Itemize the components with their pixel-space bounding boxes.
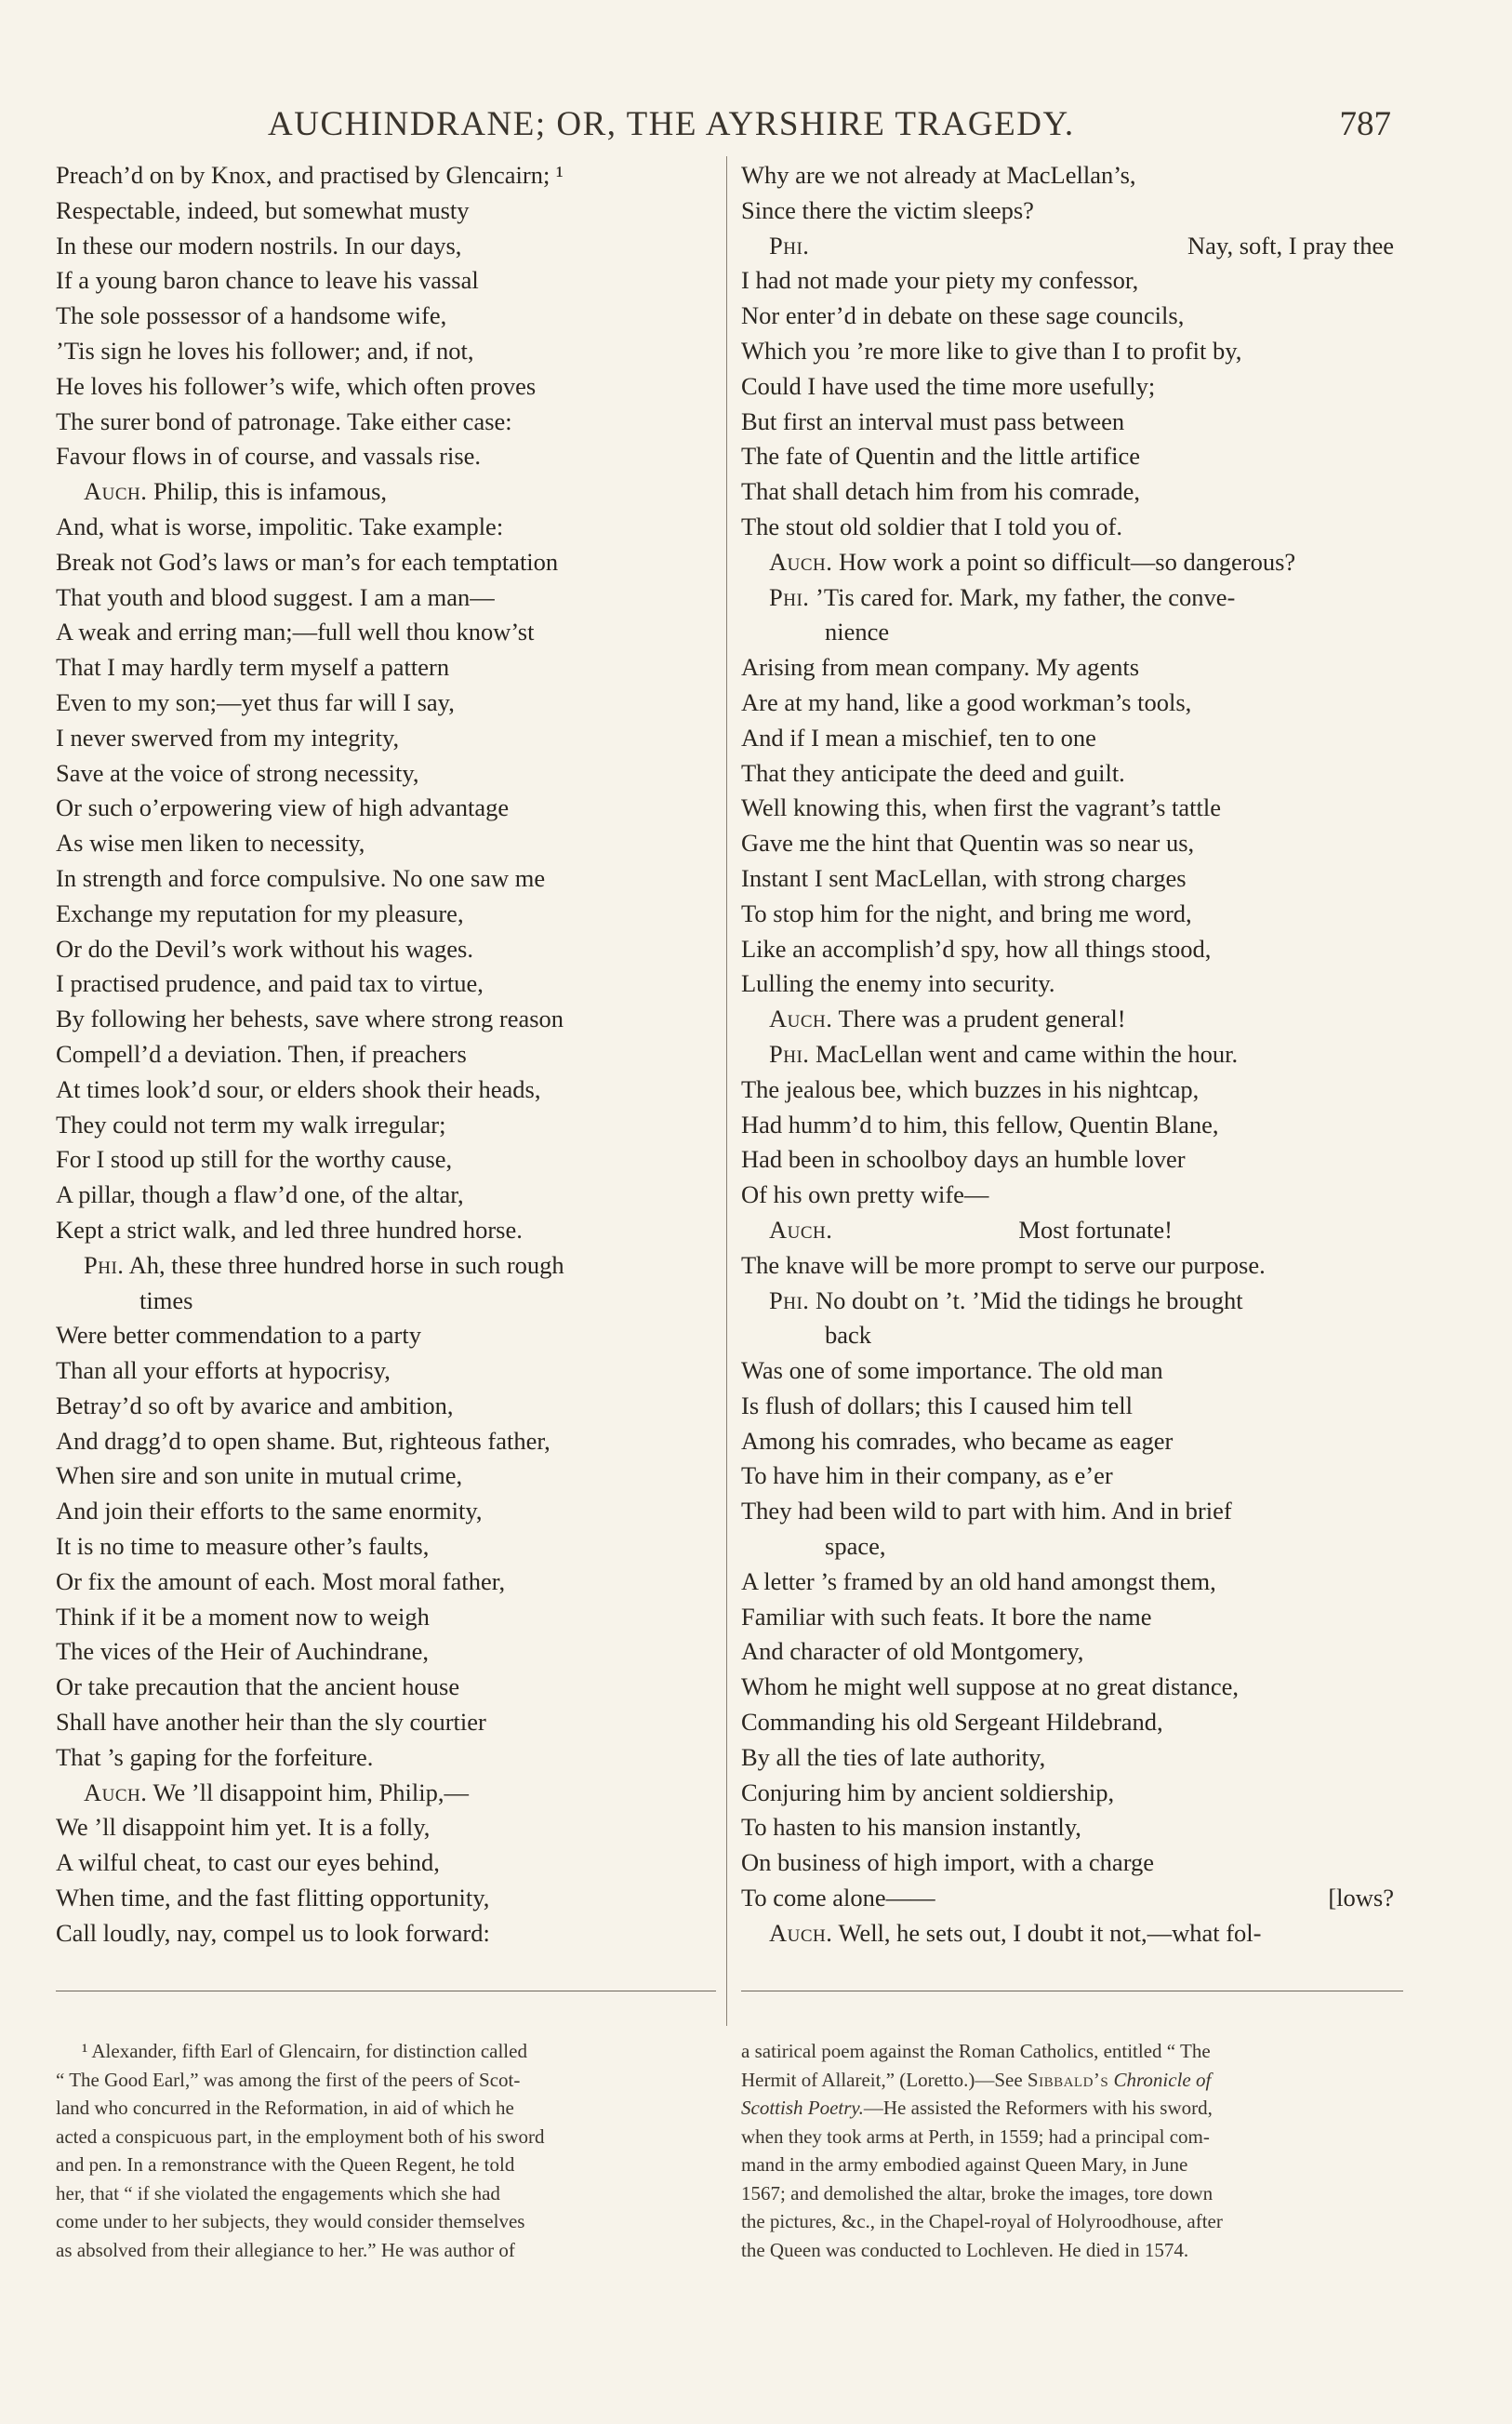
verse-line: A letter ’s framed by an old hand amongst them,	[741, 1566, 1216, 1595]
verse-line: As wise men liken to necessity,	[56, 829, 365, 858]
verse-line: And, what is worse, impolitic. Take example:	[56, 512, 504, 540]
footnote-line: when they took arms at Perth, in 1559; had a principal com-	[741, 2124, 1210, 2148]
verse-line: Or do the Devil’s work without his wages.	[56, 934, 473, 963]
verse-line: The vices of the Heir of Auchindrane,	[56, 1637, 430, 1666]
footnote-right	[741, 2037, 1403, 2264]
verse-line: It is no time to measure other’s faults,	[56, 1532, 430, 1561]
verse-line: Lulling the enemy into security.	[741, 969, 1055, 998]
verse-line: Well knowing this, when first the vagrant’s tattle	[741, 793, 1221, 822]
verse-line: I practised prudence, and paid tax to virtue,	[56, 969, 484, 998]
verse-line: Of his own pretty wife—	[741, 1180, 989, 1209]
speech-line	[741, 545, 1403, 580]
verse-line: Which you ’re more like to give than I to profit by,	[741, 336, 1242, 365]
footnote-text: Hermit of Allareit,” (Loretto.)—See	[741, 2068, 1023, 2091]
verse-line: Why are we not already at MacLellan’s,	[741, 161, 1136, 189]
verse-line: Or take precaution that the ancient house	[56, 1672, 460, 1701]
verse-line: In strength and force compulsive. No one saw me	[56, 863, 546, 892]
verse-line: I had not made your piety my confessor,	[741, 266, 1139, 295]
speech-line	[741, 580, 1403, 616]
speech-text: ’Tis cared for. Mark, my father, the conve-	[816, 582, 1236, 611]
speaker-name: Auch.	[769, 1215, 833, 1244]
verse-line: That they anticipate the deed and guilt.	[741, 758, 1125, 787]
verse-line: Think if it be a moment now to weigh	[56, 1602, 430, 1631]
footnote-line: come under to her subjects, they would consider themselves	[56, 2210, 525, 2232]
speech-text: How work a point so difficult—so dangerous?	[839, 547, 1296, 576]
verse-line: That shall detach him from his comrade,	[741, 477, 1141, 506]
verse-line: When sire and son unite in mutual crime,	[56, 1461, 463, 1490]
verse-line: And character of old Montgomery,	[741, 1637, 1084, 1666]
verse-overflow: [lows?	[1328, 1884, 1394, 1912]
verse-line: Whom he might well suppose at no great distance,	[741, 1672, 1240, 1701]
verse-line: We ’ll disappoint him yet. It is a folly,	[56, 1813, 431, 1842]
footnote-line: land who concurred in the Reformation, in aid of which he	[56, 2097, 514, 2119]
speech-text: Most fortunate!	[1018, 1215, 1173, 1244]
speech-text: Well, he sets out, I doubt it not,—what fol-	[838, 1918, 1262, 1947]
verse-line: The knave will be more prompt to serve our purpose.	[741, 1250, 1266, 1279]
verse-line: Was one of some importance. The old man	[741, 1356, 1163, 1385]
speech-text: No doubt on ’t. ’Mid the tidings he brought	[816, 1285, 1243, 1314]
footnote-line: a satirical poem against the Roman Catholics, entitled “ The	[741, 2040, 1211, 2062]
verse-line: They had been wild to part with him. And in brief	[741, 1497, 1232, 1525]
verse-line: He loves his follower’s wife, which often proves	[56, 371, 537, 400]
verse-line: When time, and the fast flitting opportunity,	[56, 1884, 490, 1912]
verse-line: That youth and blood suggest. I am a man—	[56, 582, 495, 611]
verse-line: At times look’d sour, or elders shook their heads,	[56, 1074, 541, 1103]
verse-line: Could I have used the time more usefully;	[741, 371, 1156, 400]
verse-line: Nor enter’d in debate on these sage councils,	[741, 301, 1185, 330]
speech-line	[741, 1284, 1403, 1319]
speaker-name: Phi.	[769, 231, 810, 260]
verse-line: Commanding his old Sergeant Hildebrand,	[741, 1708, 1163, 1737]
verse-line: Than all your efforts at hypocrisy,	[56, 1356, 391, 1385]
footnote-line: mand in the army embodied against Queen Mary, in June	[741, 2153, 1188, 2176]
verse-line: Or fix the amount of each. Most moral father,	[56, 1566, 506, 1595]
speech-line	[741, 1213, 1403, 1248]
footnote-left	[56, 2037, 716, 2264]
verse-line: Like an accomplish’d spy, how all things stood,	[741, 934, 1212, 963]
verse-line: Compell’d a deviation. Then, if preachers	[56, 1039, 467, 1068]
verse-line: By following her behests, save where strong reason	[56, 1005, 564, 1033]
speech-line	[56, 474, 720, 510]
verse-line: A weak and erring man;—full well thou know’st	[56, 618, 535, 646]
footnote-line	[741, 2094, 1403, 2123]
verse-line: Preach’d on by Knox, and practised by Glencairn; ¹	[56, 161, 564, 189]
speech-text: There was a prudent general!	[838, 1005, 1126, 1033]
verse-line: The fate of Quentin and the little artifice	[741, 442, 1140, 471]
running-title: AUCHINDRANE; OR, THE AYRSHIRE TRAGEDY.	[268, 105, 1075, 143]
verse-line: Or such o’erpowering view of high advantage	[56, 793, 510, 822]
footnote-line: and pen. In a remonstrance with the Queen Regent, he told	[56, 2153, 515, 2176]
verse-line: To stop him for the night, and bring me word,	[741, 899, 1192, 927]
footnote-text: —He assisted the Reformers with his sword,	[863, 2097, 1213, 2119]
verse-line-continuation: back	[825, 1321, 872, 1350]
speaker-name: Auch.	[84, 1778, 148, 1806]
verse-line: By all the ties of late authority,	[741, 1742, 1046, 1771]
verse-line: To have him in their company, as e’er	[741, 1461, 1113, 1490]
verse-line: They could not term my walk irregular;	[56, 1110, 446, 1139]
speaker-name: Phi.	[769, 1039, 810, 1068]
verse-line: The sole possessor of a handsome wife,	[56, 301, 447, 330]
verse-line: And if I mean a mischief, ten to one	[741, 723, 1096, 752]
verse-line: Betray’d so oft by avarice and ambition,	[56, 1391, 454, 1419]
footnote-line: her, that “ if she violated the engagements which she had	[56, 2181, 500, 2204]
verse-line-continuation: space,	[825, 1532, 886, 1561]
verse-line: Respectable, indeed, but somewhat musty	[56, 195, 470, 224]
verse-line: Instant I sent MacLellan, with strong charges	[741, 863, 1187, 892]
footnote-book-title: Scottish Poetry.	[741, 2097, 864, 2119]
speech-line	[56, 1776, 720, 1811]
verse-line: Even to my son;—yet thus far will I say,	[56, 687, 455, 716]
verse-line: Save at the voice of strong necessity,	[56, 758, 419, 787]
footnote-line: the pictures, &c., in the Chapel-royal of Holyroodhouse, after	[741, 2210, 1223, 2232]
verse-line: Conjuring him by ancient soldiership,	[741, 1778, 1115, 1806]
speech-text: We ’ll disappoint him, Philip,—	[153, 1778, 469, 1806]
footnote-line: 1567; and demolished the altar, broke the images, tore down	[741, 2181, 1214, 2204]
footnote-line: the Queen was conducted to Lochleven. He died in 1574.	[741, 2238, 1189, 2261]
verse-line-continuation: nience	[825, 618, 890, 646]
verse-line: The surer bond of patronage. Take either case:	[56, 406, 512, 435]
verse-line: Were better commendation to a party	[56, 1321, 421, 1350]
verse-line: The stout old soldier that I told you of.	[741, 512, 1122, 540]
footnote-line: “ The Good Earl,” was among the first of the peers of Scot-	[56, 2068, 521, 2091]
right-column	[741, 158, 1403, 1951]
speech-text: Philip, this is infamous,	[153, 477, 388, 506]
speech-text: Ah, these three hundred horse in such rough	[128, 1250, 564, 1279]
footnote-line	[741, 2066, 1403, 2095]
speaker-name: Phi.	[769, 582, 810, 611]
verse-line: Among his comrades, who became as eager	[741, 1426, 1174, 1455]
verse-line: Had humm’d to him, this fellow, Quentin Blane,	[741, 1110, 1219, 1139]
page-number: 787	[1339, 105, 1391, 143]
verse-line: Exchange my reputation for my pleasure,	[56, 899, 464, 927]
speaker-name: Phi.	[84, 1250, 125, 1279]
verse-line: The jealous bee, which buzzes in his nightcap,	[741, 1074, 1200, 1103]
verse-line: Is flush of dollars; this I caused him tell	[741, 1391, 1133, 1419]
verse-line: Are at my hand, like a good workman’s tools,	[741, 687, 1192, 716]
verse-line: On business of high import, with a charge	[741, 1848, 1155, 1877]
speech-line	[741, 1916, 1403, 1951]
footnote-line: as absolved from their allegiance to her.” He was author of	[56, 2238, 515, 2261]
verse-line: To hasten to his mansion instantly,	[741, 1813, 1081, 1842]
column-divider	[726, 156, 727, 2026]
footnote-line: acted a conspicuous part, in the employment both of his sword	[56, 2124, 545, 2148]
running-header	[0, 104, 1512, 153]
left-column	[56, 158, 720, 1951]
verse-line: Had been in schoolboy days an humble lover	[741, 1145, 1186, 1174]
speaker-name: Auch.	[769, 547, 833, 576]
verse-line: A wilful cheat, to cast our eyes behind,	[56, 1848, 440, 1877]
verse-line: That I may hardly term myself a pattern	[56, 653, 450, 682]
speaker-name: Auch.	[84, 477, 148, 506]
verse-line: And join their efforts to the same enormity,	[56, 1497, 483, 1525]
verse-line: Arising from mean company. My agents	[741, 653, 1140, 682]
verse-line: For I stood up still for the worthy cause,	[56, 1145, 453, 1174]
verse-line: Break not God’s laws or man’s for each temptation	[56, 547, 559, 576]
verse-line: And dragg’d to open shame. But, righteous father,	[56, 1426, 550, 1455]
verse-text: To come alone——	[741, 1884, 935, 1912]
speech-line	[741, 1002, 1403, 1037]
footnote-line: ¹ Alexander, fifth Earl of Glencairn, for distinction called	[82, 2040, 527, 2062]
speech-line	[741, 229, 1403, 264]
verse-line	[741, 1881, 1403, 1916]
verse-line: Shall have another heir than the sly courtier	[56, 1708, 486, 1737]
verse-line: If a young baron chance to leave his vassal	[56, 266, 479, 295]
verse-line: Call loudly, nay, compel us to look forward:	[56, 1918, 490, 1947]
verse-line: Favour flows in of course, and vassals rise.	[56, 442, 482, 471]
verse-line: In these our modern nostrils. In our days,	[56, 231, 462, 260]
verse-line-continuation: times	[139, 1285, 193, 1314]
verse-line: I never swerved from my integrity,	[56, 723, 400, 752]
verse-line: A pillar, though a flaw’d one, of the altar,	[56, 1180, 464, 1209]
verse-line: Kept a strict walk, and led three hundred horse.	[56, 1215, 523, 1244]
footnote-author: Sibbald’s	[1027, 2068, 1109, 2091]
verse-line: That ’s gaping for the forfeiture.	[56, 1742, 374, 1771]
speaker-name: Phi.	[769, 1285, 810, 1314]
footnote-book-title: Chronicle of	[1113, 2068, 1212, 2091]
speaker-name: Auch.	[769, 1918, 833, 1947]
speech-line	[741, 1037, 1403, 1072]
speech-text: Nay, soft, I pray thee	[1187, 231, 1394, 260]
speaker-name: Auch.	[769, 1005, 833, 1033]
verse-line: But first an interval must pass between	[741, 406, 1125, 435]
speech-text: MacLellan went and came within the hour.	[816, 1039, 1239, 1068]
speech-line	[56, 1248, 720, 1284]
verse-line: Since there the victim sleeps?	[741, 195, 1034, 224]
verse-line: Gave me the hint that Quentin was so near us,	[741, 829, 1195, 858]
verse-line: Familiar with such feats. It bore the name	[741, 1602, 1152, 1631]
verse-line: ’Tis sign he loves his follower; and, if not,	[56, 336, 474, 365]
